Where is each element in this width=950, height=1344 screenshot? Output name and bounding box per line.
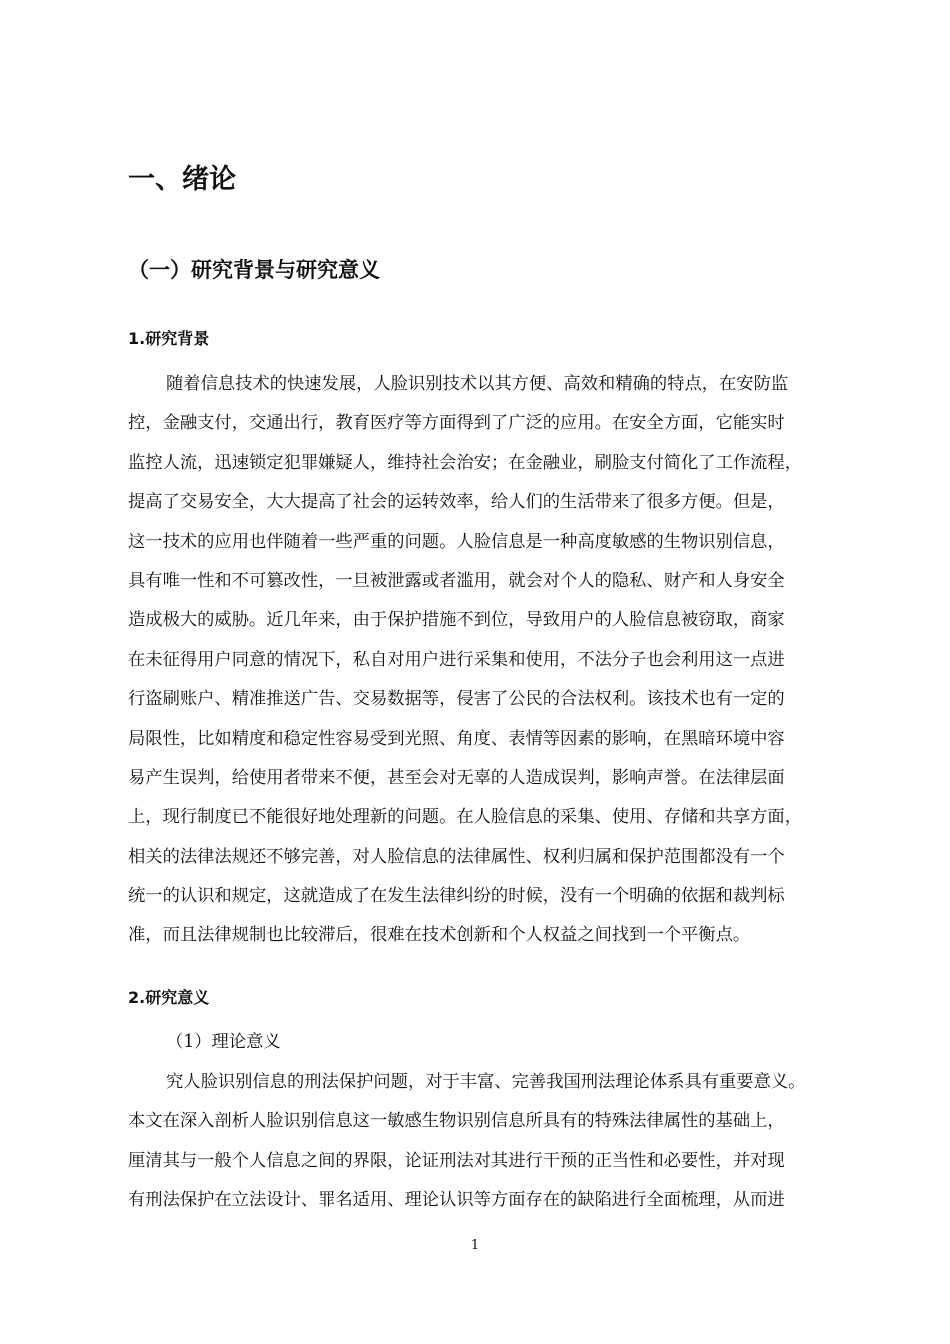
paragraph-line: 统一的认识和规定，这就造成了在发生法律纠纷的时候，没有一个明确的依据和裁判标: [128, 886, 785, 907]
paragraph-line: 具有唯一性和不可篡改性，一旦被泄露或者滥用，就会对个人的隐私、财产和人身安全: [128, 570, 785, 591]
paragraph-line: 在未征得用户同意的情况下，私自对用户进行采集和使用，不法分子也会利用这一点进: [128, 649, 785, 670]
paragraph-line: 易产生误判，给使用者带来不便，甚至会对无辜的人造成误判，影响声誉。在法律层面: [128, 767, 785, 788]
section-heading: （一）研究背景与研究意义: [128, 258, 380, 282]
paragraph-line: 行盗刷账户、精准推送广告、交易数据等，侵害了公民的合法权利。该技术也有一定的: [128, 689, 785, 710]
background-paragraph: [128, 365, 870, 956]
paragraph-line: 随着信息技术的快速发展，人脸识别技术以其方便、高效和精确的特点，在安防监: [166, 374, 789, 394]
paragraph-line: 相关的法律法规还不够完善，对人脸信息的法律属性、权利归属和保护范围都没有一个: [128, 846, 785, 867]
paragraph-line: 准，而且法律规制也比较滞后，很难在技术创新和个人权益之间找到一个平衡点。: [128, 925, 751, 946]
theory-significance-label: （1）理论意义: [166, 1032, 281, 1052]
paragraph-line: 究人脸识别信息的刑法保护问题，对于丰富、完善我国刑法理论体系具有重要意义。: [166, 1072, 806, 1092]
paragraph-line: 提高了交易安全，大大提高了社会的运转效率，给人们的生活带来了很多方便。但是，: [128, 492, 785, 513]
paragraph-line: 有刑法保护在立法设计、罪名适用、理论认识等方面存在的缺陷进行全面梳理，从而进: [128, 1190, 785, 1211]
paragraph-line: 控，金融支付，交通出行，教育医疗等方面得到了广泛的应用。在安全方面，它能实时: [128, 413, 785, 434]
significance-paragraph: [128, 1063, 870, 1221]
paragraph-line: 上，现行制度已不能很好地处理新的问题。在人脸信息的采集、使用、存储和共享方面，: [128, 807, 802, 828]
paragraph-line: 这一技术的应用也伴随着一些严重的问题。人脸信息是一种高度敏感的生物识别信息，: [128, 531, 785, 552]
paragraph-line: 监控人流，迅速锁定犯罪嫌疑人，维持社会治安；在金融业，刷脸支付简化了工作流程，: [128, 452, 802, 473]
paragraph-line: 造成极大的威胁。近几年来，由于保护措施不到位，导致用户的人脸信息被窃取，商家: [128, 610, 785, 631]
paragraph-line: 局限性，比如精度和稳定性容易受到光照、角度、表情等因素的影响，在黑暗环境中容: [128, 728, 785, 749]
page-number: 1: [470, 1238, 480, 1253]
paragraph-line: 厘清其与一般个人信息之间的界限，论证刑法对其进行干预的正当性和必要性，并对现: [128, 1150, 785, 1171]
subsection-title-background: 1.研究背景: [128, 329, 210, 348]
subsection-title-significance: 2.研究意义: [128, 988, 210, 1007]
paragraph-line: 本文在深入剖析人脸识别信息这一敏感生物识别信息所具有的特殊法律属性的基础上，: [128, 1111, 785, 1132]
chapter-heading: 一、绪论: [128, 164, 236, 195]
